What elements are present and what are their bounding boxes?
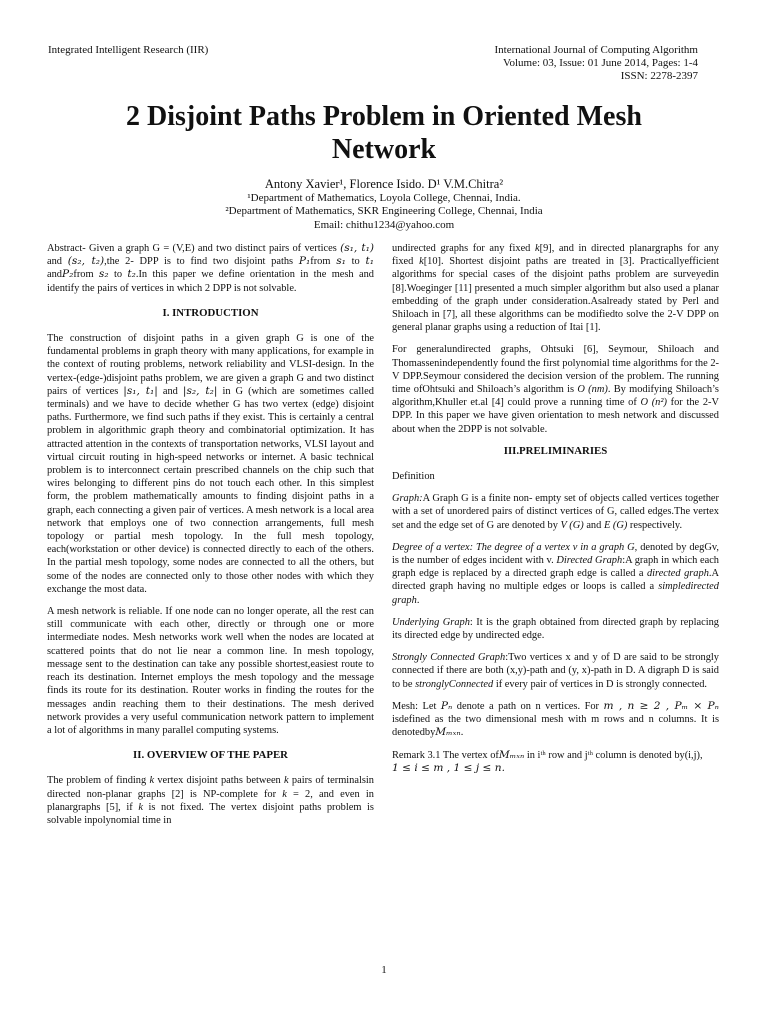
page-number: 1 [381,964,387,976]
section-heading-introduction: I. INTRODUCTION [162,306,259,319]
definition-underlying: Underlying Graph: It is the graph obtained from directed graph by replacing its directed edge by undirected edge. [392,616,719,642]
definition-heading: Definition [392,471,435,483]
author-email: Email: chithu1234@yahoo.com [313,218,455,231]
left-column [47,242,374,836]
definition-strongly-connected: Strongly Connected Graph:Two vertices x and y of D are said to be strongly connected if there are both (x,y)-path and (y, x)-path in D. A digraph D is said to be stronglyConnected if every pair of vertices in D is strongly connected. [392,652,719,690]
title-line-2: Network [331,134,437,165]
author-names: Antony Xavier¹, Florence Isido. D¹ V.M.Chitra² [264,177,504,191]
definition-graph: Graph:A Graph G is a finite non- empty set of objects called vertices together with a set of unordered pairs of distinct vertices of G, called edges.The vertex set and the edge set of G are denoted by V (G) and E (G) respectively. [392,493,719,531]
journal-name: International Journal of Computing Algorithm [494,44,698,56]
journal-publisher: Integrated Intelligent Research (IIR) [48,44,209,56]
affiliation-2: ²Department of Mathematics, SKR Engineering College, Chennai, India [225,205,543,217]
definition-mesh: Mesh: Let Pₙ denote a path on n vertices. For m , n ≥ 2 , Pₘ × Pₙ isdefined as the two dimensional mesh with m rows and n columns. It is denotedbyMₘₓₙ. [392,699,719,739]
abstract: Abstract- Given a graph G = (V,E) and two distinct pairs of vertices (s₁, t₁) and (s₂, t₂),the 2- DPP is to find two disjoint paths P₁from s₁ to t₁ andP₂from s₂ to t₂.In this paper we define orientation in the mesh and identify the pairs of vertices in which 2 DPP is not solvable. [47,242,374,294]
right-column [392,242,719,784]
title-line-1: 2 Disjoint Paths Problem in Oriented Mesh [126,101,642,132]
related-work-paragraph: undirected graphs for any fixed k[9], and in directed planargraphs for any fixed k[10]. Shortest disjoint paths are treated in [3]. Practicallyefficient algorithms for special cases of the disjoint paths problem are surveyedin [8].Woeginger [11] presented a much simpler algorithm but also used a planar embedding of the graph under consideration.Asalready stated by Perl and Shiloach in [7], all these algorithms can be modifiedto solve the 2-V DPP on general planar graphs using a reduction of Itai [1]. [392,243,719,334]
complexity-paragraph: For generalundirected graphs, Ohtsuki [6], Seymour, Shiloach and Thomassenindependently found the first polynomial time algorithms for the 2-V DPP.Seymour considered the decision version of the problem. The running time ofOhtsuki and Shiloach’s algorithm is O (nm). By modifying Shiloach’s algorithm,Khuller et.al [4] could prove a running time of O (n²) for the 2-V DPP. In this paper we have given orientation to mesh network and discussed about when the 2DPP is not solvable. [392,344,719,435]
section-heading-preliminaries: III.PRELIMINARIES [503,444,608,457]
paper-title [40,100,728,166]
intro-paragraph-1: The construction of disjoint paths in a given graph G is one of the fundamental problems in graph theory with many applications, for example in the context of routing problems, network reliability and VLSI-design. In the vertex-(edge-)disjoint paths problem, we are given a graph G and two distinct pairs of vertices |s₁, t₁| and |s₂, t₂| in G (which are sometimes called terminals) and we have to decide whether G has two vertex (edge) disjoint paths. Furthermore, we find such paths if they exist. This is certainly a central problem in algorithmic graph theory and combinatorial optimization. It has attracted attention in the contexts of transportation networks, VLSI layout and virtual circuit routing in high-speed networks or internet. A basic technical problem is to interconnect certain prescribed channels on the chip such that wires belonging to different pins do not touch each other. In this simplest form, the problem mathematically amounts to finding disjoint paths in a graph, each connecting a given pair of vertices. A mesh network is a local area network that employs one of two connection arrangements, full mesh topology or partial mesh topology. In the full mesh topology, each(workstation or other device) is connected directly to each of the others. In the partial mesh topology, some nodes are connected to all the others, but some of the nodes are connected only to those other nodes with which they exchange the most data. [47,333,374,595]
author-block [40,178,728,232]
intro-paragraph-2: A mesh network is reliable. If one node can no longer operate, all the rest can still communicate with each other, directly or through one or more intermediate nodes. Mesh networks work well when the nodes are located at scattered points that do not lie near a common line. In mesh topology, message sent to the destination can take any possible shortest,easiest route to reach its destination. Internet employs the mesh topology and the message finds its route for its destination. Router works in finding the routes for the messages andin reaching them to their destinations. The mesh derived network provides a very useful communication network pattern to implement a lot of algorithms in many parallel computing systems. [47,606,374,736]
journal-volume: Volume: 03, Issue: 01 June 2014, Pages: 1-4 [502,57,698,69]
affiliation-1: ¹Department of Mathematics, Loyola College, Chennai, India. [247,191,521,204]
journal-issn: ISSN: 2278-2397 [620,70,698,82]
journal-info [495,44,698,83]
section-heading-overview: II. OVERVIEW OF THE PAPER [133,749,288,762]
definition-degree-directed: Degree of a vertex: The degree of a vertex v in a graph G, denoted by degGv, is the number of edges incident with v. Directed Graph:A graph in which each graph edge is replaced by a directed graph edge is called a directed graph.A directed graph having no multiple edges or loops is called a simpledirected graph. [392,541,719,606]
remark-3-1: Remark 3.1 The vertex ofMₘₓₙ in iᵗʰ row and jᵗʰ column is denoted by(i,j), 1 ≤ i ≤ m , 1 ≤ j ≤ n. [392,748,703,774]
overview-paragraph: The problem of finding k vertex disjoint paths between k pairs of terminalsin directed non-planar graphs [2] is NP-complete for k = 2, and even in planargraphs [5], if k is not fixed. The vertex disjoint paths problem is solvable inpolynomial time in [47,775,374,826]
